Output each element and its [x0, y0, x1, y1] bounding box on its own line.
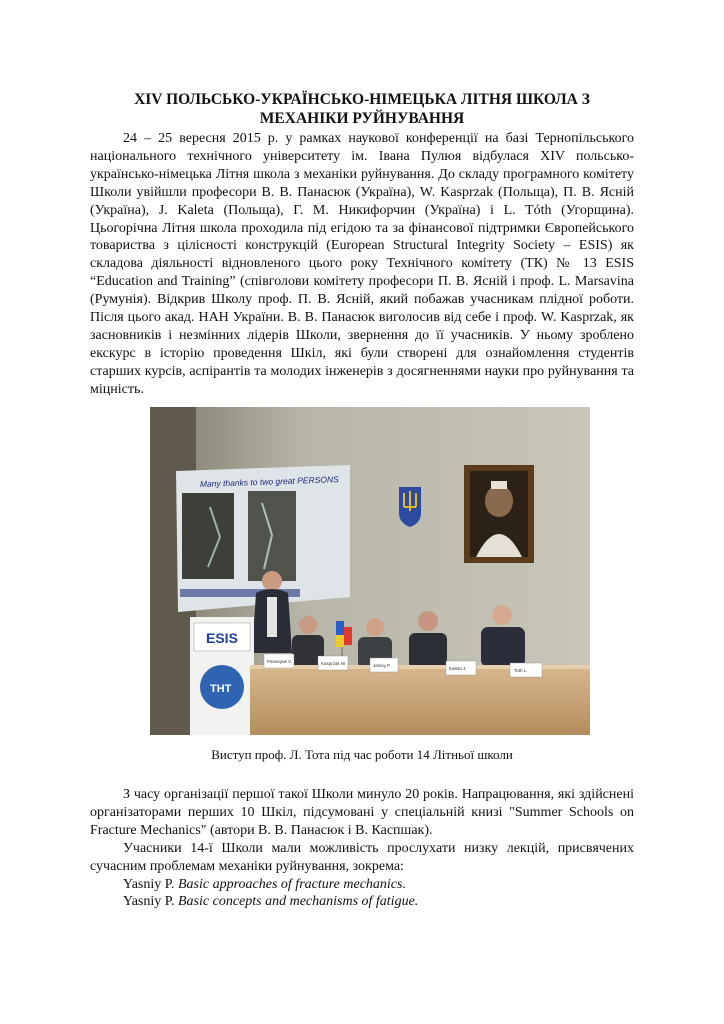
name-card-label: Kasprzak W.: [321, 661, 347, 666]
name-card-label: Panasyuk V.: [267, 659, 292, 664]
lecture-item: [90, 893, 634, 911]
lecture-title: Basic concepts and mechanisms of fatigue.: [178, 894, 419, 910]
article-continuation: [90, 786, 634, 911]
framed-portrait: [464, 465, 534, 563]
intro-paragraph: 24 – 25 вересня 2015 р. у рамках наукової конференції на базі Тернопільського національного технічного університету ім. Івана Пулюя відбулася XIV польсько-українсько-німецька Літня школа з механіки руйнування. До складу програмного комітету Школи увійшли професори В. В. Панасюк (Україна), W. Kasprzak (Польща), П. В. Ясній (Україна), J. Kaleta (Польща), Г. М. Никифорчин (Україна) і L. Tóth (Угорщина). Цьогорічна Літня школа проходила під егідою та за фінансової підтримки Європейського товариства з цілісності конструкцій (European Structural Integrity Society – ESIS) як складова діяльності відновленого цього року Технічного комітету (ТК) № 13 ESIS “Education and Training” (співголови комітету професори П. В. Ясній і проф. L. Marsavina (Румунія). Відкрив Школу проф. П. В. Ясній, який побажав учасникам плідної роботи. Після цього акад. НАН України. В. В. Панасюк виголосив від себе і проф. W. Kasprzak, як засновників і незмінних лідерів Школи, звернення до її учасників. У ньому зроблено екскурс в історію проведення Шкіл, які були створені для ознайомлення студентів старших курсів, аспірантів та молодих інженерів з досягненнями науки про руйнування та міцність.: [90, 131, 634, 397]
lecture-item: [90, 876, 634, 894]
lecture-title: Basic approaches of fracture mechanics.: [178, 876, 406, 892]
slide-title-text: Many thanks to two great PERSONS: [199, 474, 339, 489]
paragraph-history: З часу організації першої такої Школи минуло 20 років. Напрацювання, які здійснені організаторами перших 10 Шкіл, підсумовані у спеціальній книзі "Summer Schools on Fracture Mechanics" (автори В. В. Панасюк і В. Каспшак).: [90, 787, 634, 838]
lectern: [190, 617, 254, 735]
lecture-author: Yasniy P.: [123, 876, 175, 892]
conference-photo: [150, 407, 590, 735]
article-title: XIV ПОЛЬСЬКО-УКРАЇНСЬКО-НІМЕЦЬКА ЛІТНЯ ШКОЛА З МЕХАНІКИ РУЙНУВАННЯ: [134, 91, 590, 127]
paragraph-lectures-intro: Учасники 14-ї Школи мали можливість прослухати низку лекцій, присвячених сучасним проблемам механіки руйнування, зокрема:: [90, 840, 634, 874]
lecture-author: Yasniy P.: [123, 894, 175, 910]
trident-emblem-icon: [399, 487, 421, 527]
photo-caption: Виступ проф. Л. Тота під час роботи 14 Літньої школи: [211, 747, 513, 762]
name-card-label: Jasniy P.: [373, 663, 391, 668]
projection-slide: [176, 465, 350, 612]
name-card-label: Kaleta J.: [449, 666, 467, 671]
podium-esis-logo: ESIS: [206, 630, 238, 646]
name-card-label: Toth L.: [514, 668, 528, 673]
podium-emblem-text: ТНТ: [210, 683, 232, 695]
